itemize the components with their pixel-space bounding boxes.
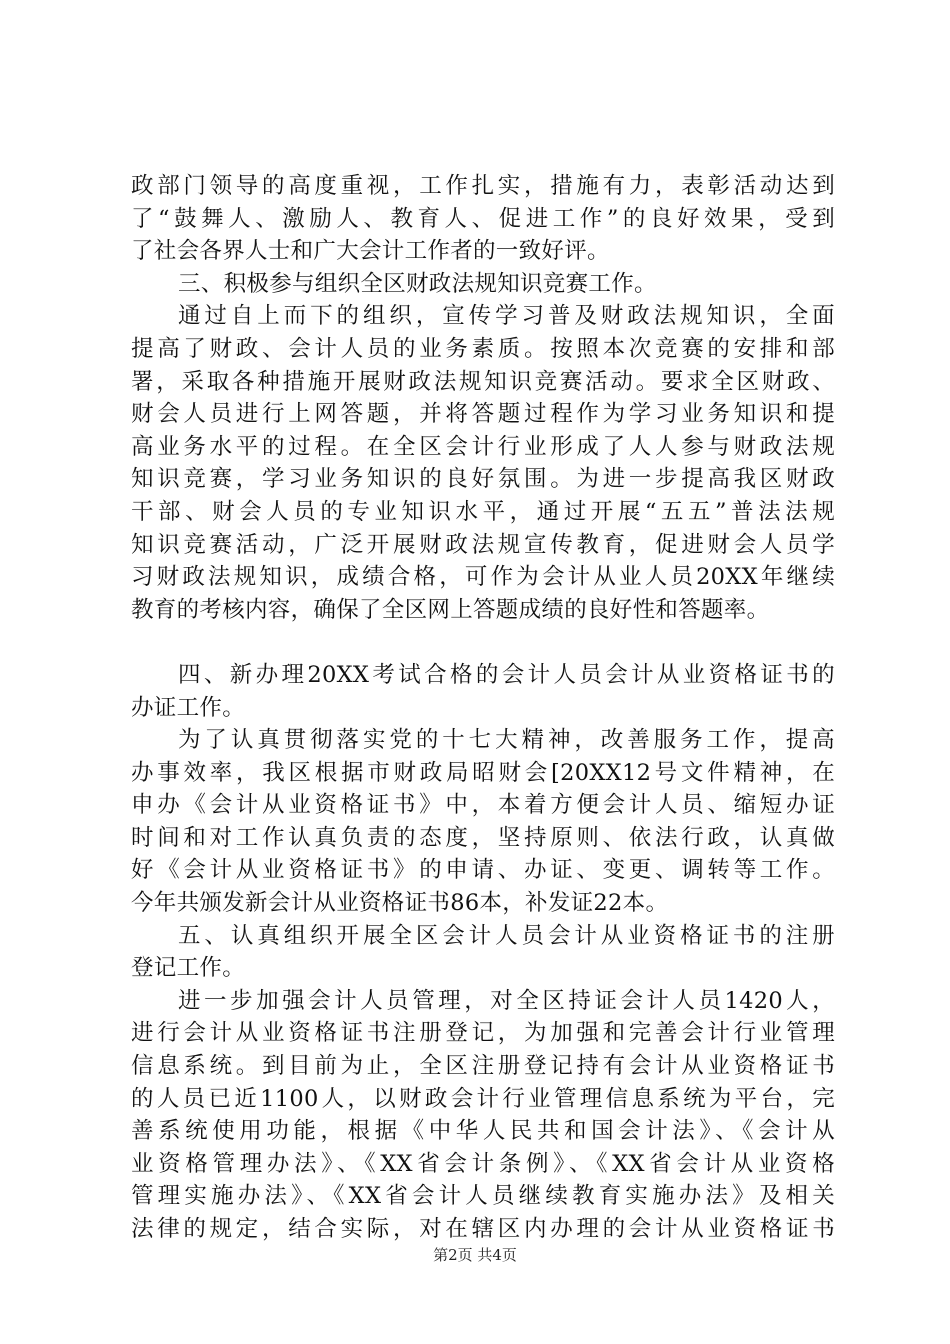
text-line: 进一步加强会计人员管理，对全区持证会计人员1420人， (178, 987, 835, 1014)
text-line: 今年共颁发新会计从业资格证书86本，补发证22本。 (131, 890, 669, 917)
text-line: 五、认真组织开展全区会计人员会计从业资格证书的注册 (178, 922, 835, 949)
text-line: 提高了财政、会计人员的业务素质。按照本次竞赛的安排和部 (131, 335, 835, 362)
text-line: 高业务水平的过程。在全区会计行业形成了人人参与财政法规 (131, 433, 835, 460)
text-line: 知识竞赛活动，广泛开展财政法规宣传教育，促进财会人员学 (131, 531, 835, 558)
text-line: 信息系统。到目前为止，全区注册登记持有会计从业资格证书 (131, 1053, 835, 1080)
text-line: 四、新办理20XX考试合格的会计人员会计从业资格证书的 (178, 661, 835, 688)
text-line: 好《会计从业资格证书》的申请、办证、变更、调转等工作。 (131, 857, 835, 884)
text-line: 法律的规定，结合实际，对在辖区内办理的会计从业资格证书 (131, 1216, 835, 1242)
text-line: 善系统使用功能，根据《中华人民共和国会计法》、《会计从 (131, 1118, 835, 1145)
page-footer (0, 1244, 950, 1265)
document-body (131, 170, 835, 1246)
text-line: 了社会各界人士和广大会计工作者的一致好评。 (131, 238, 610, 265)
text-line: 进行会计从业资格证书注册登记，为加强和完善会计行业管理 (131, 1020, 835, 1047)
text-line: 三、积极参与组织全区财政法规知识竞赛工作。 (178, 270, 657, 297)
text-line: 了“鼓舞人、激励人、教育人、促进工作”的良好效果，受到 (131, 205, 835, 232)
text-line: 办事效率，我区根据市财政局昭财会[20XX12号文件精神，在 (131, 759, 835, 786)
page-number-label: 第2页 共4页 (433, 1246, 517, 1264)
text-line: 政部门领导的高度重视，工作扎实，措施有力，表彰活动达到 (131, 173, 835, 199)
paragraph-gap (131, 626, 835, 659)
text-line: 通过自上而下的组织，宣传学习普及财政法规知识，全面 (178, 303, 835, 330)
text-line: 时间和对工作认真负责的态度，坚持原则、依法行政，认真做 (131, 824, 835, 851)
text-line: 署，采取各种措施开展财政法规知识竞赛活动。要求全区财政、 (131, 368, 835, 395)
text-line: 习财政法规知识，成绩合格，可作为会计从业人员20XX年继续 (131, 564, 835, 591)
text-line: 的人员已近1100人，以财政会计行业管理信息系统为平台，完 (131, 1085, 835, 1112)
text-line: 财会人员进行上网答题，并将答题过程作为学习业务知识和提 (131, 401, 835, 428)
text-line: 干部、财会人员的专业知识水平，通过开展“五五”普法法规 (131, 498, 835, 525)
text-line: 申办《会计从业资格证书》中，本着方便会计人员、缩短办证 (131, 792, 835, 819)
text-line: 为了认真贯彻落实党的十七大精神，改善服务工作，提高 (178, 727, 835, 754)
text-line: 知识竞赛，学习业务知识的良好氛围。为进一步提高我区财政 (131, 466, 835, 493)
text-line: 办证工作。 (131, 694, 246, 721)
text-line: 登记工作。 (131, 955, 246, 982)
text-line: 管理实施办法》、《XX省会计人员继续教育实施办法》及相关 (131, 1183, 835, 1210)
text-line: 业资格管理办法》、《XX省会计条例》、《XX省会计从业资格 (131, 1150, 835, 1177)
text-line: 教育的考核内容，确保了全区网上答题成绩的良好性和答题率。 (131, 596, 770, 623)
